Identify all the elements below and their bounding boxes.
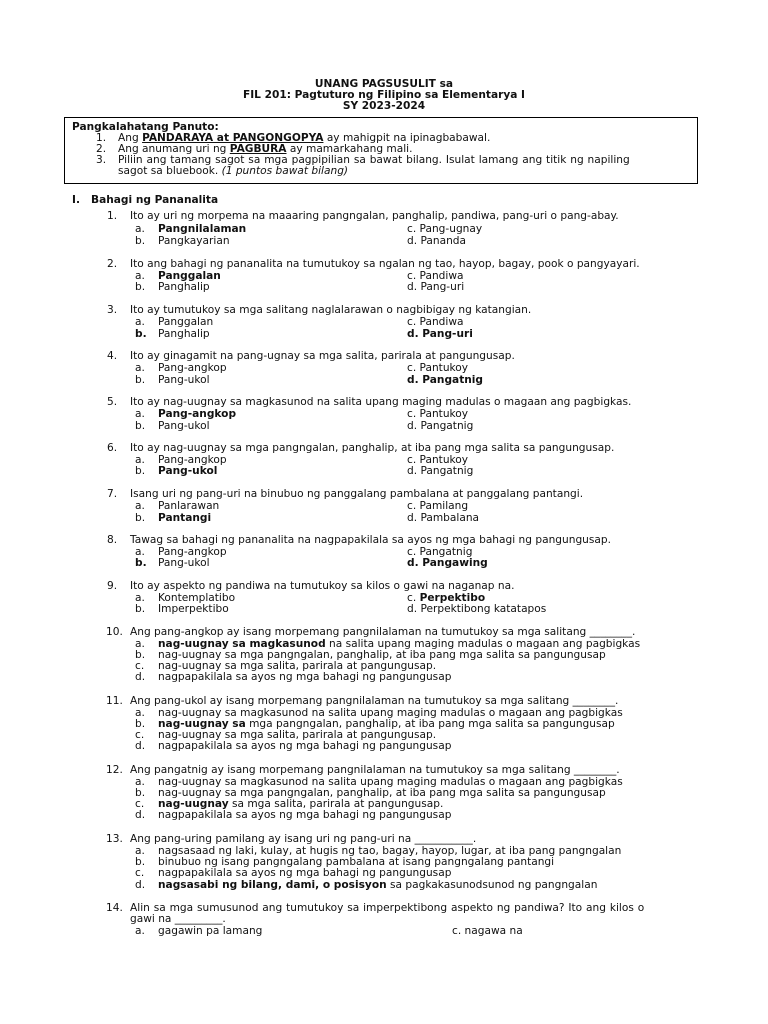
choice-letter: a. — [135, 270, 145, 282]
choice-letter: c. — [407, 592, 420, 604]
choice-a: gagawin pa lamang — [158, 925, 263, 937]
choice-d: d. Pangatnig — [407, 374, 484, 386]
choice-b: Pang-ukol — [158, 465, 218, 477]
question-number: 9. — [107, 580, 118, 592]
question-number: 7. — [107, 488, 118, 500]
choice-c: c. Pangatnig — [407, 546, 473, 558]
instruction-text: Ang — [118, 132, 143, 144]
choice-letter: a. — [135, 546, 145, 558]
question-number: 3. — [107, 304, 118, 316]
choice-answer: nag-uugnay sa magkasunod — [158, 638, 326, 650]
choice-letter: b. — [135, 787, 146, 799]
question-number: 11. — [106, 695, 123, 707]
exam-title: UNANG PAGSUSULIT sa — [314, 78, 454, 90]
choice-a: Panlarawan — [158, 500, 220, 512]
question-text: Ito ay aspekto ng pandiwa na tumutukoy sa kilos o gawi na naganap na. — [130, 580, 515, 592]
choice-c: nag-uugnay sa mga salita, parirala at pangungusap. — [158, 729, 437, 741]
choice-letter: b. — [135, 718, 146, 730]
choice-letter: b. — [135, 649, 146, 661]
choice-letter: a. — [135, 845, 145, 857]
choice-a: Panggalan — [158, 316, 214, 328]
choice-c: nag-uugnay sa mga salita, parirala at pangungusap. — [158, 660, 437, 672]
choice-letter: b. — [135, 603, 146, 615]
question-text: Alin sa mga sumusunod ang tumutukoy sa imperpektibong aspekto ng pandiwa? Ito ang kilos o — [130, 902, 645, 914]
choice-d: nagpapakilala sa ayos ng mga bahagi ng pangungusap — [158, 671, 452, 683]
school-year: SY 2023-2024 — [342, 100, 426, 112]
question-number: 10. — [106, 626, 123, 638]
choice-letter: c. — [135, 660, 145, 672]
choice-letter: a. — [135, 223, 145, 235]
choice-b: nag-uugnay sa mga pangngalan, panghalip, at iba pang mga salita sa pangungusap — [158, 649, 606, 661]
instruction-text: sagot sa bluebook. — [118, 165, 222, 177]
choice-letter: a. — [135, 316, 145, 328]
choice-a: Pang-angkop — [158, 454, 227, 466]
choice-letter: c. — [135, 867, 145, 879]
choice-a: Pang-angkop — [158, 408, 237, 420]
choice-d: d. Pangatnig — [407, 465, 474, 477]
instruction-emphasis: PANDARAYA at PANGONGOPYA — [142, 132, 324, 144]
instruction-3-line-1: Piliin ang tamang sagot sa mga pagpipilian sa bawat bilang. Isulat lamang ang titik ng napiling — [118, 154, 630, 166]
choice-b: Imperpektibo — [158, 603, 229, 615]
section-number: I. — [72, 194, 80, 206]
instruction-text: Ang anumang uri ng — [118, 143, 230, 155]
choice-c: c. Pantukoy — [407, 454, 469, 466]
choice-b: Pang-ukol — [158, 420, 210, 432]
question-text: Ang pang-angkop ay isang morpemang pangnilalaman na tumutukoy sa mga salitang ________. — [130, 626, 636, 638]
instruction-text: ay mahigpit na ipinagbabawal. — [323, 132, 491, 144]
choice-letter: c. — [135, 729, 145, 741]
choice-letter: b. — [135, 374, 146, 386]
question-text: Ang pang-uring pamilang ay isang uri ng pang-uri na ___________. — [130, 833, 477, 845]
choice-b: Pang-ukol — [158, 374, 210, 386]
choice-d: nagpapakilala sa ayos ng mga bahagi ng pangungusap — [158, 740, 452, 752]
choice-d: d. Pang-uri — [407, 281, 465, 293]
choice-c: c. Pantukoy — [407, 408, 469, 420]
choice-a: nagsasaad ng laki, kulay, at hugis ng tao, bagay, hayop, lugar, at iba pang pangngalan — [158, 845, 622, 857]
question-text: Ito ay nag-uugnay sa mga pangngalan, panghalip, at iba pang mga salita sa pangungusap. — [130, 442, 615, 454]
question-text: Ito ay tumutukoy sa mga salitang naglalarawan o nagbibigay ng katangian. — [130, 304, 532, 316]
choice-b: binubuo ng isang pangngalang pambalana at isang pangngalang pantangi — [158, 856, 555, 868]
choice-letter: d. — [135, 879, 146, 891]
instruction-number: 2. — [96, 143, 107, 155]
choice-letter: b. — [135, 235, 146, 247]
choice-d: d. Pang-uri — [407, 328, 473, 340]
choice-letter: b. — [135, 281, 146, 293]
question-number: 13. — [106, 833, 123, 845]
choice-letter: a. — [135, 408, 145, 420]
question-text: Ito ay ginagamit na pang-ugnay sa mga salita, parirala at pangungusap. — [130, 350, 515, 362]
choice-letter: a. — [135, 362, 145, 374]
choice-letter: d. — [135, 809, 146, 821]
instructions-title: Pangkalahatang Panuto: — [72, 121, 219, 133]
choice-letter: a. — [135, 776, 145, 788]
choice-b: nag-uugnay sa mga pangngalan, panghalip, at iba pang mga salita sa pangungusap — [158, 787, 606, 799]
choice-letter: c. — [135, 798, 145, 810]
choice-d: d. Pangawing — [407, 557, 488, 569]
instruction-number: 3. — [96, 154, 107, 166]
choice-text: sa mga salita, parirala at pangungusap. — [228, 798, 444, 810]
choice-d: d. Pambalana — [407, 512, 480, 524]
choice-c: c. Pandiwa — [407, 270, 464, 282]
choice-letter: a. — [135, 454, 145, 466]
question-number: 6. — [107, 442, 118, 454]
choice-a: Kontemplatibo — [158, 592, 236, 604]
choice-b: Panghalip — [158, 328, 210, 340]
choice-a: nag-uugnay sa magkasunod na salita upang maging madulas o magaan ang pagbigkas — [158, 707, 623, 719]
choice-a: Pangnilalaman — [158, 223, 247, 235]
choice-b: Pantangi — [158, 512, 212, 524]
question-number: 8. — [107, 534, 118, 546]
choice-text: sa pagkakasunodsunod ng pangngalan — [386, 879, 598, 891]
question-text: Ito ay uri ng morpema na maaaring pangngalan, panghalip, pandiwa, pang-uri o pang-abay. — [130, 210, 619, 222]
choice-d — [158, 880, 597, 891]
choice-a: Panggalan — [158, 270, 221, 282]
question-number: 12. — [106, 764, 123, 776]
choice-d: d. Pananda — [407, 235, 466, 247]
choice-a: Pang-angkop — [158, 362, 227, 374]
choice-c: c. Pantukoy — [407, 362, 469, 374]
choice-a: Pang-angkop — [158, 546, 227, 558]
question-number: 2. — [107, 258, 118, 270]
choice-letter: a. — [135, 707, 145, 719]
question-number: 4. — [107, 350, 118, 362]
instruction-3-line-2 — [118, 166, 348, 177]
choice-a: nag-uugnay sa magkasunod na salita upang maging madulas o magaan ang pagbigkas — [158, 776, 623, 788]
question-number: 1. — [107, 210, 118, 222]
choice-b: Pangkayarian — [158, 235, 230, 247]
choice-letter: b. — [135, 512, 146, 524]
section-title: Bahagi ng Pananalita — [91, 194, 219, 206]
choice-c: c. Pamilang — [407, 500, 469, 512]
choice-c: nagpapakilala sa ayos ng mga bahagi ng pangungusap — [158, 867, 452, 879]
choice-text: na salita upang maging madulas o magaan ang pagbigkas — [325, 638, 641, 650]
question-text: Ito ang bahagi ng pananalita na tumutukoy sa ngalan ng tao, hayop, bagay, pook o pangyayari. — [130, 258, 640, 270]
choice-letter: b. — [135, 420, 146, 432]
choice-c: c. Pang-ugnay — [407, 223, 483, 235]
choice-d: nagpapakilala sa ayos ng mga bahagi ng pangungusap — [158, 809, 452, 821]
course-title: FIL 201: Pagtuturo ng Filipino sa Elementarya I — [242, 89, 526, 101]
choice-letter: b. — [135, 557, 147, 569]
choice-c: c. Pandiwa — [407, 316, 464, 328]
choice-letter: b. — [135, 856, 146, 868]
question-text: Isang uri ng pang-uri na binubuo ng panggalang pambalana at panggalang pantangi. — [130, 488, 584, 500]
points-note: (1 puntos bawat bilang) — [221, 165, 349, 177]
choice-letter: a. — [135, 638, 145, 650]
choice-letter: b. — [135, 465, 146, 477]
instruction-text: ay mamarkahang mali. — [286, 143, 413, 155]
choice-letter: a. — [135, 500, 145, 512]
question-text: Tawag sa bahagi ng pananalita na nagpapakilala sa ayos ng mga bahagi ng pangungusap. — [130, 534, 611, 546]
choice-c: c. nagawa na — [452, 925, 523, 937]
choice-text: mga pangngalan, panghalip, at iba pang mga salita sa pangungusap — [245, 718, 615, 730]
choice-answer: nagsasabi ng bilang, dami, o posisyon — [158, 879, 387, 891]
question-text: Ito ay nag-uugnay sa magkasunod na salita upang maging madulas o magaan ang pagbigkas. — [130, 396, 632, 408]
question-text: Ang pangatnig ay isang morpemang pangnilalaman na tumutukoy sa mga salitang ________. — [130, 764, 620, 776]
question-text-line-2: gawi na _________. — [130, 913, 226, 925]
choice-letter: a. — [135, 592, 145, 604]
choice-answer: Perpektibo — [419, 592, 486, 604]
instruction-number: 1. — [96, 132, 107, 144]
choice-d: d. Perpektibong katatapos — [407, 603, 547, 615]
choice-b: Pang-ukol — [158, 557, 210, 569]
choice-letter: d. — [135, 740, 146, 752]
choice-answer: nag-uugnay — [158, 798, 229, 810]
choice-letter: b. — [135, 328, 147, 340]
question-text: Ang pang-ukol ay isang morpemang pangnilalaman na tumutukoy sa mga salitang ________. — [130, 695, 619, 707]
instruction-emphasis: PAGBURA — [229, 143, 287, 155]
question-number: 5. — [107, 396, 118, 408]
choice-letter: d. — [135, 671, 146, 683]
choice-b: Panghalip — [158, 281, 210, 293]
choice-d: d. Pangatnig — [407, 420, 474, 432]
choice-letter: a. — [135, 925, 145, 937]
question-number: 14. — [106, 902, 123, 914]
choice-answer: nag-uugnay sa — [158, 718, 246, 730]
